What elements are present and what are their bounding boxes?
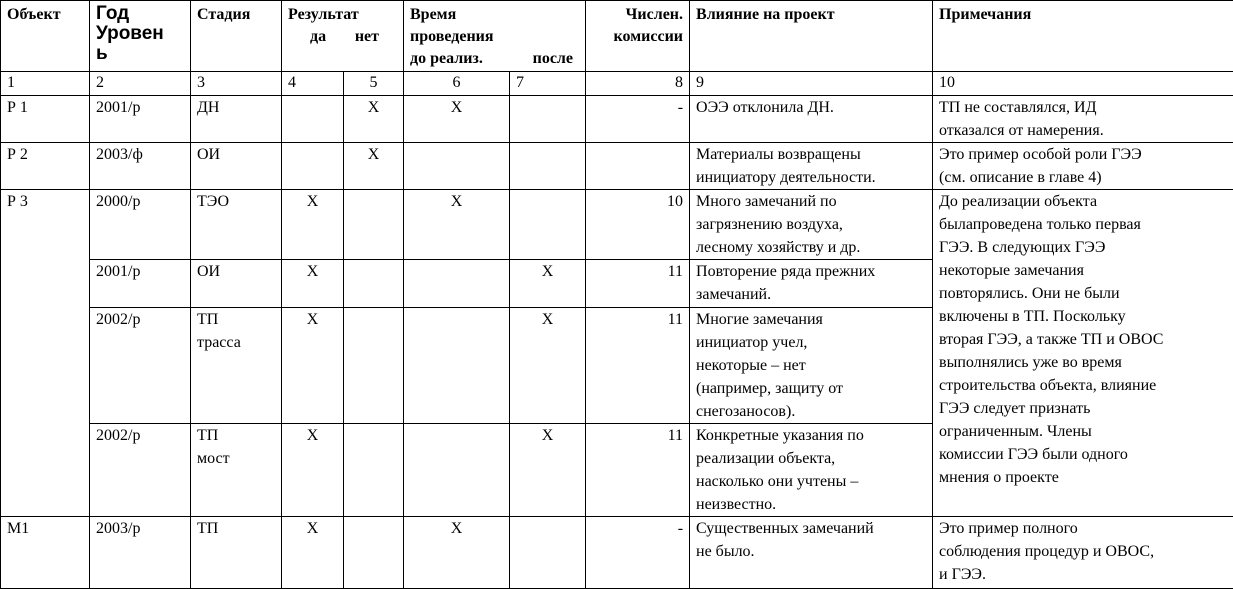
stage-cell: ТП мост bbox=[191, 424, 282, 517]
year-cell: 2003/р bbox=[90, 517, 191, 589]
result-yes-cell: X bbox=[282, 190, 344, 260]
year-cell: 2002/р bbox=[90, 308, 191, 424]
header-result-no: нет bbox=[354, 28, 379, 45]
time-after-cell bbox=[510, 517, 586, 589]
header-result bbox=[282, 1, 404, 72]
header-result-yes: да bbox=[310, 28, 327, 45]
header-result-title: Результат bbox=[288, 6, 359, 23]
result-yes-cell: X bbox=[282, 517, 344, 589]
header-row bbox=[1, 1, 1233, 72]
commission-cell: 11 bbox=[586, 308, 690, 424]
result-no-cell: X bbox=[344, 143, 404, 190]
time-before-cell bbox=[404, 260, 510, 308]
result-yes-cell bbox=[282, 143, 344, 190]
commission-cell: 11 bbox=[586, 260, 690, 308]
time-before-cell: X bbox=[404, 96, 510, 143]
result-no-cell bbox=[344, 308, 404, 424]
stage-cell: ОИ bbox=[191, 143, 282, 190]
notes-cell: До реализации объекта былапроведена только первая ГЭЭ. В следующих ГЭЭ некоторые замечания повторялись. Они не были включены в ТП. Поскольку вторая ГЭЭ, а также ТП и ОВОС выполнялись уже во время строительства объекта, влияние ГЭЭ следует признать ограниченным. Члены комиссии ГЭЭ были одного мнения о проекте bbox=[933, 190, 1233, 517]
influence-cell: Существенных замечаний не было. bbox=[690, 517, 933, 589]
influence-cell: Повторение ряда прежних замечаний. bbox=[690, 260, 933, 308]
object-cell: Р 1 bbox=[1, 96, 90, 143]
time-after-cell bbox=[510, 190, 586, 260]
time-after-cell: X bbox=[510, 260, 586, 308]
influence-cell: Конкретные указания по реализации объекта, насколько они учтены – неизвестно. bbox=[690, 424, 933, 517]
year-cell: 2002/р bbox=[90, 424, 191, 517]
time-before-cell bbox=[404, 424, 510, 517]
commission-cell: - bbox=[586, 517, 690, 589]
stage-cell: ТЭО bbox=[191, 190, 282, 260]
commission-cell bbox=[586, 143, 690, 190]
object-cell: Р 3 bbox=[1, 190, 90, 517]
year-cell: 2000/р bbox=[90, 190, 191, 260]
header-influence: Влияние на проект bbox=[690, 1, 933, 72]
time-after-cell: X bbox=[510, 308, 586, 424]
result-yes-cell bbox=[282, 96, 344, 143]
influence-cell: Материалы возвращены инициатору деятельности. bbox=[690, 143, 933, 190]
column-number: 5 bbox=[344, 72, 404, 96]
column-number: 4 bbox=[282, 72, 344, 96]
result-no-cell bbox=[344, 424, 404, 517]
year-cell: 2003/ф bbox=[90, 143, 191, 190]
time-after-cell: X bbox=[510, 424, 586, 517]
table-row bbox=[1, 143, 1233, 190]
result-yes-cell: X bbox=[282, 260, 344, 308]
notes-cell: Это пример особой роли ГЭЭ (см. описание в главе 4) bbox=[933, 143, 1233, 190]
header-time bbox=[404, 1, 586, 72]
result-no-cell: X bbox=[344, 96, 404, 143]
result-no-cell bbox=[344, 190, 404, 260]
header-time-before: до реализ. bbox=[410, 50, 483, 67]
time-after-cell bbox=[510, 143, 586, 190]
column-number: 1 bbox=[1, 72, 90, 96]
time-before-cell: X bbox=[404, 517, 510, 589]
table-row bbox=[1, 96, 1233, 143]
object-cell: М1 bbox=[1, 517, 90, 589]
time-before-cell bbox=[404, 143, 510, 190]
stage-cell: ДН bbox=[191, 96, 282, 143]
commission-cell: - bbox=[586, 96, 690, 143]
header-object: Объект bbox=[1, 1, 90, 72]
time-after-cell bbox=[510, 96, 586, 143]
commission-cell: 10 bbox=[586, 190, 690, 260]
stage-cell: ТП трасса bbox=[191, 308, 282, 424]
commission-cell: 11 bbox=[586, 424, 690, 517]
result-yes-cell: X bbox=[282, 308, 344, 424]
header-year-level: Год Уровен ь bbox=[90, 1, 191, 72]
column-number: 2 bbox=[90, 72, 191, 96]
header-commission: Числен. комиссии bbox=[586, 1, 690, 72]
column-number: 10 bbox=[933, 72, 1233, 96]
notes-cell: ТП не составлялся, ИД отказался от намерения. bbox=[933, 96, 1233, 143]
year-cell: 2001/р bbox=[90, 96, 191, 143]
influence-cell: Много замечаний по загрязнению воздуха, лесному хозяйству и др. bbox=[690, 190, 933, 260]
table-row bbox=[1, 517, 1233, 589]
column-number: 6 bbox=[404, 72, 510, 96]
time-before-cell: X bbox=[404, 190, 510, 260]
header-time-after: после bbox=[532, 50, 574, 67]
stage-cell: ОИ bbox=[191, 260, 282, 308]
column-number: 3 bbox=[191, 72, 282, 96]
influence-cell: ОЭЭ отклонила ДН. bbox=[690, 96, 933, 143]
header-stage: Стадия bbox=[191, 1, 282, 72]
column-number: 8 bbox=[586, 72, 690, 96]
column-number: 7 bbox=[510, 72, 586, 96]
table-row bbox=[1, 190, 1233, 260]
header-notes: Примечания bbox=[933, 1, 1233, 72]
object-cell: Р 2 bbox=[1, 143, 90, 190]
result-no-cell bbox=[344, 517, 404, 589]
year-cell: 2001/р bbox=[90, 260, 191, 308]
header-time-title: Время проведения bbox=[410, 6, 494, 45]
influence-cell: Многие замечания инициатор учел, некоторые – нет (например, защиту от снегозаносов). bbox=[690, 308, 933, 424]
time-before-cell bbox=[404, 308, 510, 424]
stage-cell: ТП bbox=[191, 517, 282, 589]
column-number: 9 bbox=[690, 72, 933, 96]
column-number-row bbox=[1, 72, 1233, 96]
result-no-cell bbox=[344, 260, 404, 308]
result-yes-cell: X bbox=[282, 424, 344, 517]
notes-cell: Это пример полного соблюдения процедур и ОВОС, и ГЭЭ. bbox=[933, 517, 1233, 589]
